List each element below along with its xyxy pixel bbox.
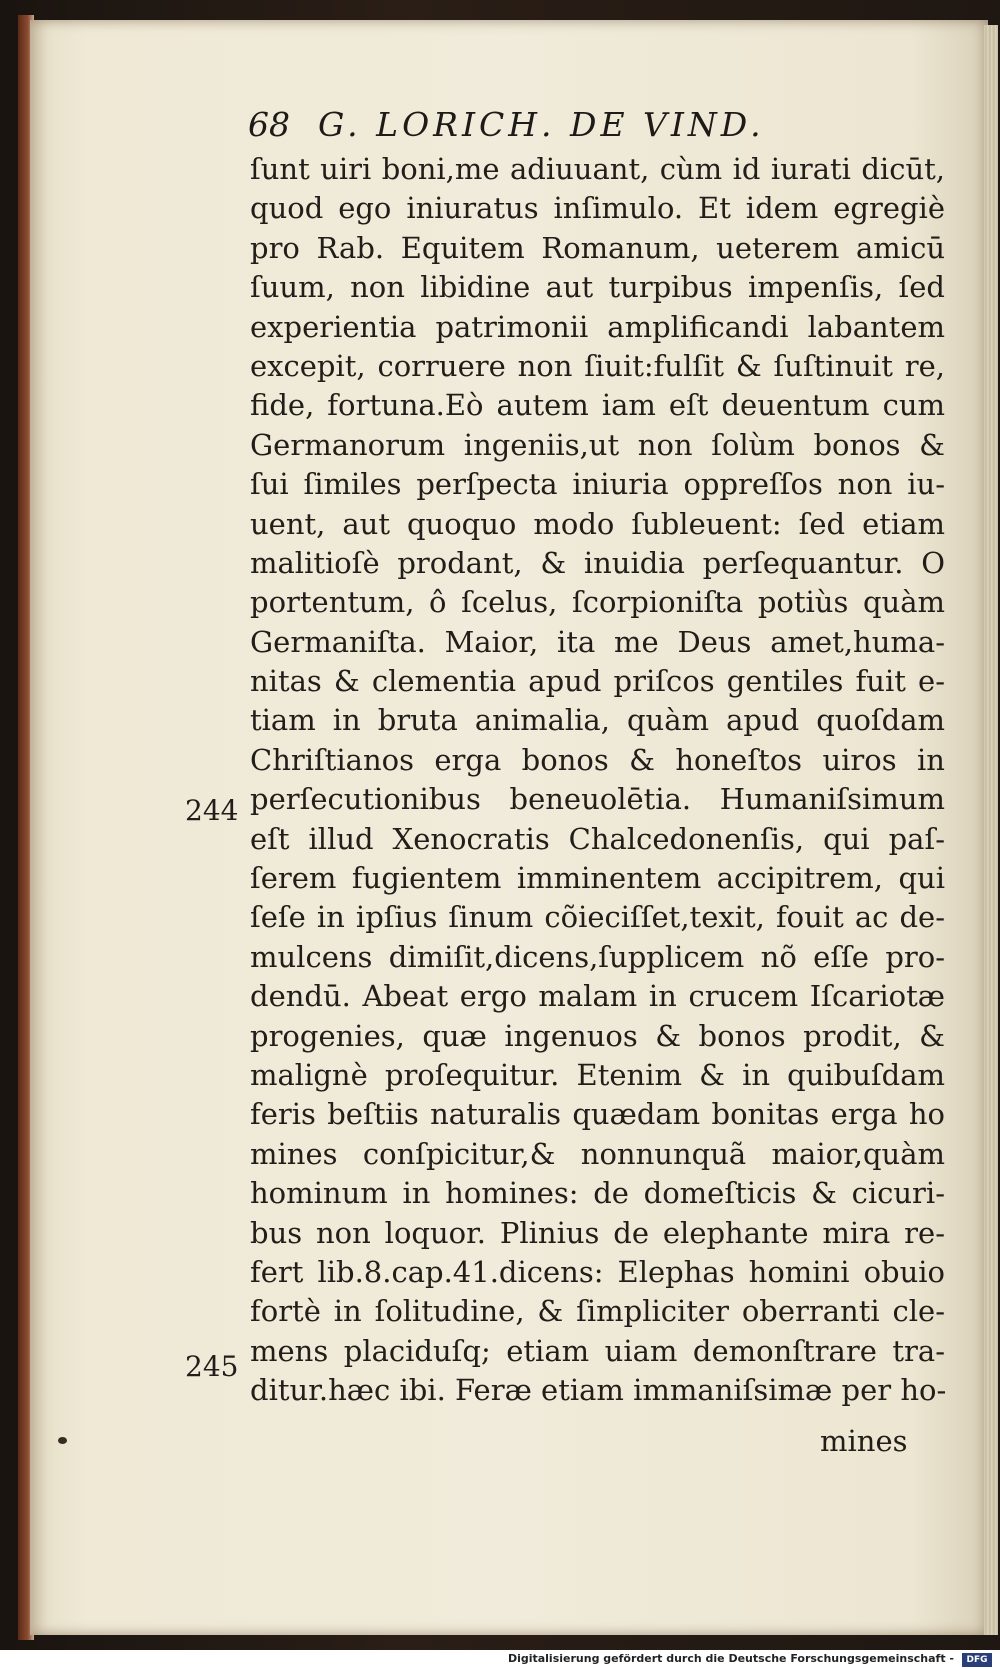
text-line: tiam in bruta animalia, quàm apud quoſdam <box>250 703 945 738</box>
margin-note-245: 245 <box>185 1350 239 1383</box>
text-line: mines conſpicitur,& nonnunquã maior,quàm <box>250 1136 945 1171</box>
text-line: mulcens dimiſit,dicens,ſupplicem nõ eſſe pro- <box>250 939 945 974</box>
text-line: quod ego iniuratus inſimulo. Et idem egregiè <box>250 191 945 226</box>
text-line: eſt illud Xenocratis Chalcedonenſis, qui paſ- <box>250 821 945 856</box>
page-block-edges <box>984 25 998 1635</box>
text-line: perſecutionibus beneuolētia. Humaniſsimum <box>250 782 945 817</box>
text-line: mens placiduſq; etiam uiam demonſtrare tra- <box>250 1333 945 1368</box>
text-line: Germaniſta. Maior, ita me Deus amet,huma- <box>250 624 945 659</box>
text-line: ſerem fugientem imminentem accipitrem, qui <box>250 861 945 896</box>
text-line: feris beſtiis naturalis quædam bonitas erga ho <box>250 1097 945 1132</box>
digitization-credit-bar <box>0 1650 1000 1670</box>
text-line: dendū. Abeat ergo malam in crucem Iſcariotæ <box>250 979 945 1014</box>
text-line: pro Rab. Equitem Romanum, ueterem amicū <box>250 230 945 265</box>
body-text <box>250 150 945 1411</box>
text-line: ſui ſimiles perſpecta iniuria oppreſſos non iu- <box>250 467 945 502</box>
text-line: malignè proſequitur. Etenim & in quibuſdam <box>250 1057 945 1092</box>
text-line: ſunt uiri boni,me adiuuant, cùm id iurati dicūt, <box>250 152 945 186</box>
text-line: nitas & clementia apud priſcos gentiles fuit e- <box>250 664 945 699</box>
text-line: progenies, quæ ingenuos & bonos prodit, & <box>250 1018 945 1053</box>
catchword: mines <box>820 1424 908 1458</box>
text-line: experientia patrimonii amplificandi labantem <box>250 309 945 344</box>
text-line: uent, aut quoquo modo ſubleuent: ſed etiam <box>250 506 945 541</box>
text-line: Chriſtianos erga bonos & honeſtos uiros in <box>250 742 945 777</box>
running-title: G. LORICH. DE VIND. <box>318 105 765 144</box>
running-header <box>248 105 888 144</box>
margin-note-244: 244 <box>185 794 239 827</box>
text-line: portentum, ô ſcelus, ſcorpioniſta potiùs quàm <box>250 585 945 620</box>
text-line: ſeſe in ipſius ſinum cõieciſſet,texit, fouit ac de- <box>250 900 945 935</box>
text-line: Germanorum ingeniis,ut non ſolùm bonos & <box>250 427 945 462</box>
text-line: fortè in ſolitudine, & ſimpliciter oberranti cle- <box>250 1294 945 1329</box>
text-line: ditur.hæc ibi. Feræ etiam immaniſsimæ per ho- <box>250 1373 947 1408</box>
text-line: excepit, corruere non ſiuit:fulſit & ſuſtinuit re, <box>250 348 945 383</box>
text-line: bus non loquor. Plinius de elephante mira re- <box>250 1215 945 1250</box>
text-line: fert lib.8.cap.41.dicens: Elephas homini obuio <box>250 1254 945 1289</box>
credit-text: Digitalisierung gefördert durch die Deutsche Forschungsgemeinschaft - <box>507 1652 954 1665</box>
dfg-logo: DFG <box>962 1653 992 1667</box>
page-number: 68 <box>248 105 290 144</box>
text-line: ſuum, non libidine aut turpibus impenſis, ſed <box>250 270 945 305</box>
text-line: fide, fortuna.Eò autem iam eſt deuentum cum <box>250 388 945 423</box>
text-line: hominum in homines: de domeſticis & cicuri- <box>250 1176 945 1211</box>
text-line: malitioſè prodant, & inuidia perſequantur. O <box>250 545 945 580</box>
ink-blot <box>58 1437 67 1444</box>
